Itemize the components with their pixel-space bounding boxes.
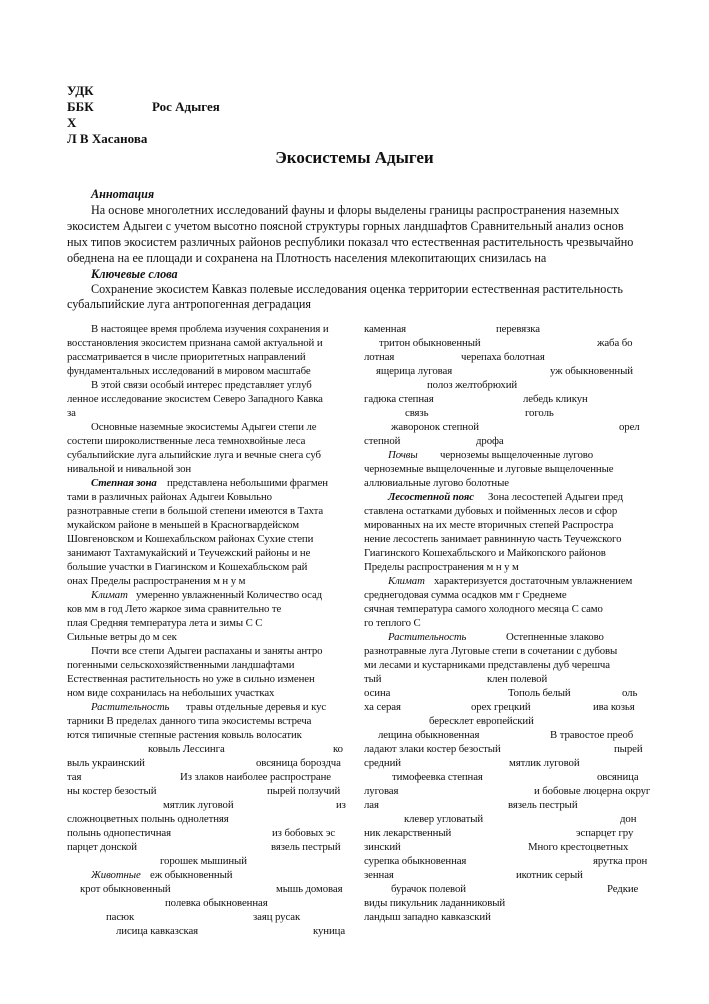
left-line: мятлик луговой (163, 799, 234, 811)
left-line: полынь однопестичная (67, 827, 171, 839)
right-line: сурепка обыкновенная (364, 855, 467, 867)
left-line: куница (313, 925, 346, 937)
right-line: среднегодовая сумма осадков мм г Среднеме (364, 589, 567, 601)
right-line: зенная (364, 869, 394, 881)
right-line: ставлена остатками дубовых и пойменных лесов и сфор (364, 505, 618, 517)
right-line: ящерица луговая (376, 365, 453, 377)
abstract-heading: Аннотация (91, 187, 155, 201)
right-line: гадюка степная (364, 393, 434, 405)
right-line: жаба бо (597, 337, 633, 349)
right-line: связь (405, 407, 429, 419)
left-line: вязель пестрый (271, 841, 341, 853)
left-line: парцет донской (67, 841, 137, 853)
right-line: разнотравные луга Луговые степи в сочетании с дубовы (364, 645, 618, 657)
left-line: плая Средняя температура лета и зимы С С (67, 617, 263, 629)
left-line: Естественная растительность но уже в сильно изменен (67, 673, 315, 685)
udk-label: УДК (67, 83, 94, 98)
right-line: овсяница (597, 771, 639, 783)
right-line: Гиагинского Кошехабльского и Майкопского районов (364, 547, 606, 559)
left-line: тарники В пределах данного типа экосистемы встреча (67, 715, 312, 727)
climate-heading: Климат (91, 589, 128, 601)
left-line: мышь домовая (276, 883, 343, 895)
right-line: икотник серый (516, 869, 583, 881)
left-line: погенными сельскохозяйственными ландшафтами (67, 659, 295, 671)
right-line: го теплого С (364, 617, 421, 629)
left-line: представлена небольшими фрагмен (167, 477, 328, 489)
right-line: эспарцет гру (576, 827, 634, 839)
climate2-heading: Климат (388, 575, 425, 587)
right-line: Много крестоцветных (528, 841, 629, 853)
left-line: сложноцветных полынь однолетняя (67, 813, 229, 825)
right-line: тый (364, 673, 382, 685)
left-line: ков мм в год Лето жаркое зима сравнительно те (67, 603, 282, 615)
left-line: заяц русак (253, 911, 301, 923)
right-line: дрофа (476, 435, 504, 447)
left-line: рассматривается в числе приоритетных направлений (67, 351, 306, 363)
right-line: тритон обыкновенный (379, 337, 481, 349)
right-line: лебедь кликун (523, 393, 588, 405)
right-line: полоз желтобрюхий (427, 379, 518, 391)
right-line: перевязка (496, 323, 540, 335)
left-line: пырей ползучий (267, 785, 341, 797)
right-line: характеризуется достаточным увлажнением (434, 575, 633, 587)
paper-title: Экосистемы Адыгеи (275, 148, 434, 167)
right-line: средний (364, 757, 401, 769)
right-line: оль (622, 687, 638, 699)
left-line: В настоящее время проблема изучения сохранения и (91, 323, 329, 335)
right-line: черепаха болотная (461, 351, 545, 363)
keywords-heading: Ключевые слова (91, 267, 178, 281)
left-line: ленное исследование экосистем Северо Западного Кавка (67, 393, 323, 405)
right-line: пырей (614, 743, 643, 755)
left-line: В этой связи особый интерес представляет углуб (91, 379, 312, 391)
foreststeppe-heading: Лесостепной пояс (388, 491, 474, 503)
right-line: дон (620, 813, 637, 825)
abstract-line: экосистем Адыгеи с учетом высотно поясной структуры горных ландшафтов Сравнительный анализ основ (67, 219, 624, 233)
right-line: Остепненные злаково (506, 631, 604, 643)
right-line: каменная (364, 323, 407, 335)
right-line: бурачок полевой (391, 883, 466, 895)
vegetation-heading: Растительность (91, 701, 170, 713)
left-line: ко (333, 743, 343, 755)
right-line: мированных на их месте вторичных степей Распростра (364, 519, 614, 531)
keywords-line: субальпийские луга антропогенная деградация (67, 297, 311, 311)
left-line: из (336, 799, 346, 811)
right-line: нение лесостепь занимает равнинную часть Теучежского (364, 533, 622, 545)
abstract-line: ных типов экосистем различных районов республики показал что естественная растительность чрезвычайно (67, 235, 634, 249)
left-line: ны костер безостый (67, 785, 157, 797)
left-line: тая (67, 771, 82, 783)
right-line: уж обыкновенный (550, 365, 633, 377)
right-line: ха серая (364, 701, 401, 713)
left-line: за (67, 407, 76, 419)
right-line: аллювиальные лугово болотные (364, 477, 509, 489)
left-line: горошек мышиный (160, 855, 247, 867)
left-line: ковыль Лессинга (148, 743, 225, 755)
right-line: ник лекарственный (364, 827, 452, 839)
bbk-label: ББК (67, 99, 94, 114)
right-line: черноземные выщелоченные и луговые выщелоченные (364, 463, 614, 475)
right-line: сячная температура самого холодного месяца С само (364, 603, 603, 615)
abstract-line: обеднена на ее площади и сохранена на Плотность населения млекопитающих снизилась на (67, 251, 547, 265)
left-line: Почти все степи Адыгеи распаханы и заняты антро (91, 645, 323, 657)
left-line: полевка обыкновенная (165, 897, 268, 909)
right-line: клевер угловатый (404, 813, 484, 825)
vegetation2-heading: Растительность (388, 631, 467, 643)
right-line: виды пикульник ладанниковый (364, 897, 506, 909)
left-line: фундаментальных исследований в мировом масштабе (67, 365, 311, 377)
right-line: ландыш западно кавказский (364, 911, 491, 923)
right-line: В травостое преоб (550, 729, 634, 741)
left-line: большие участки в Гиагинском и Кошехабльском рай (67, 561, 308, 573)
left-line: ном виде сохранилась на небольших участках (67, 687, 275, 699)
right-line: жаворонок степной (391, 421, 479, 433)
left-line: еж обыкновенный (150, 869, 233, 881)
right-line: ярутка прон (593, 855, 648, 867)
left-line: умеренно увлажненный Количество осад (136, 589, 323, 601)
left-line: тами в различных районах Адыгеи Ковыльно (67, 491, 272, 503)
left-line: выль украинский (67, 757, 145, 769)
right-line: Зона лесостепей Адыгеи пред (488, 491, 624, 503)
left-line: овсяница бороздча (256, 757, 341, 769)
right-line: лотная (364, 351, 395, 363)
right-line: Пределы распространения м н у м (364, 561, 519, 573)
left-line: лисица кавказская (116, 925, 199, 937)
left-line: ются типичные степные растения ковыль волосатик (67, 729, 302, 741)
right-line: черноземы выщелоченные лугово (440, 449, 593, 461)
left-line: состепи широколиственные леса темнохвойные леса (67, 435, 306, 447)
right-line: гоголь (525, 407, 554, 419)
right-line: ива козья (593, 701, 635, 713)
left-line: разнотравные степи в большой степени имеются в Тахта (67, 505, 324, 517)
right-line: ладают злаки костер безостый (364, 743, 501, 755)
left-line: субальпийские луга альпийские луга и вечные снега суб (67, 449, 321, 461)
right-line: Тополь белый (508, 687, 571, 699)
right-line: орел (619, 421, 640, 433)
left-line: травы отдельные деревья и кус (186, 701, 327, 713)
right-line: бересклет европейский (429, 715, 534, 727)
right-line: осина (364, 687, 391, 699)
right-line: мятлик луговой (509, 757, 580, 769)
right-line: и бобовые люцерна округ (534, 785, 651, 797)
left-line: восстановления экосистем признана самой актуальной и (67, 337, 323, 349)
right-line: лещина обыкновенная (378, 729, 480, 741)
author-name: Л В Хасанова (67, 131, 148, 146)
right-line: тимофеевка степная (392, 771, 483, 783)
keywords-line: Сохранение экосистем Кавказ полевые исследования оценка территории естественная растительность (91, 282, 623, 296)
right-line: ми лесами и кустарниками представлены дуб черешча (364, 659, 610, 671)
left-line: Шовгеновском и Кошехабльском районах Сухие степи (67, 533, 314, 545)
left-line: пасюк (106, 911, 135, 923)
right-line: степной (364, 435, 401, 447)
right-line: Редкие (607, 883, 639, 895)
animals-heading: Животные (91, 869, 141, 881)
soils-heading: Почвы (388, 449, 418, 461)
right-line: лая (364, 799, 379, 811)
left-line: мукайском районе в меньшей в Красногвардейском (67, 519, 300, 531)
abstract-line: На основе многолетних исследований фауны и флоры выделены границы распространения наземных (91, 203, 620, 217)
right-line: зинский (364, 841, 401, 853)
left-line: Сильные ветры до м сек (67, 631, 177, 643)
right-line: клен полевой (487, 673, 548, 685)
left-line: Основные наземные экосистемы Адыгеи степи ле (91, 421, 317, 433)
bbk-region: Рос Адыгея (152, 99, 220, 114)
right-line: вязель пестрый (508, 799, 578, 811)
steppe-zone-heading: Степная зона (91, 477, 157, 489)
left-line: занимают Тахтамукайский и Теучежский районы и не (67, 547, 311, 559)
left-line: крот обыкновенный (80, 883, 171, 895)
left-line: из бобовых эс (272, 827, 336, 839)
left-line: нивальной и нивальной зон (67, 463, 192, 475)
left-line: Из злаков наиболее распростране (180, 771, 331, 783)
right-line: луговая (364, 785, 399, 797)
x-label: Х (67, 115, 77, 130)
left-line: онах Пределы распространения м н у м (67, 575, 246, 587)
right-line: орех грецкий (471, 701, 531, 713)
